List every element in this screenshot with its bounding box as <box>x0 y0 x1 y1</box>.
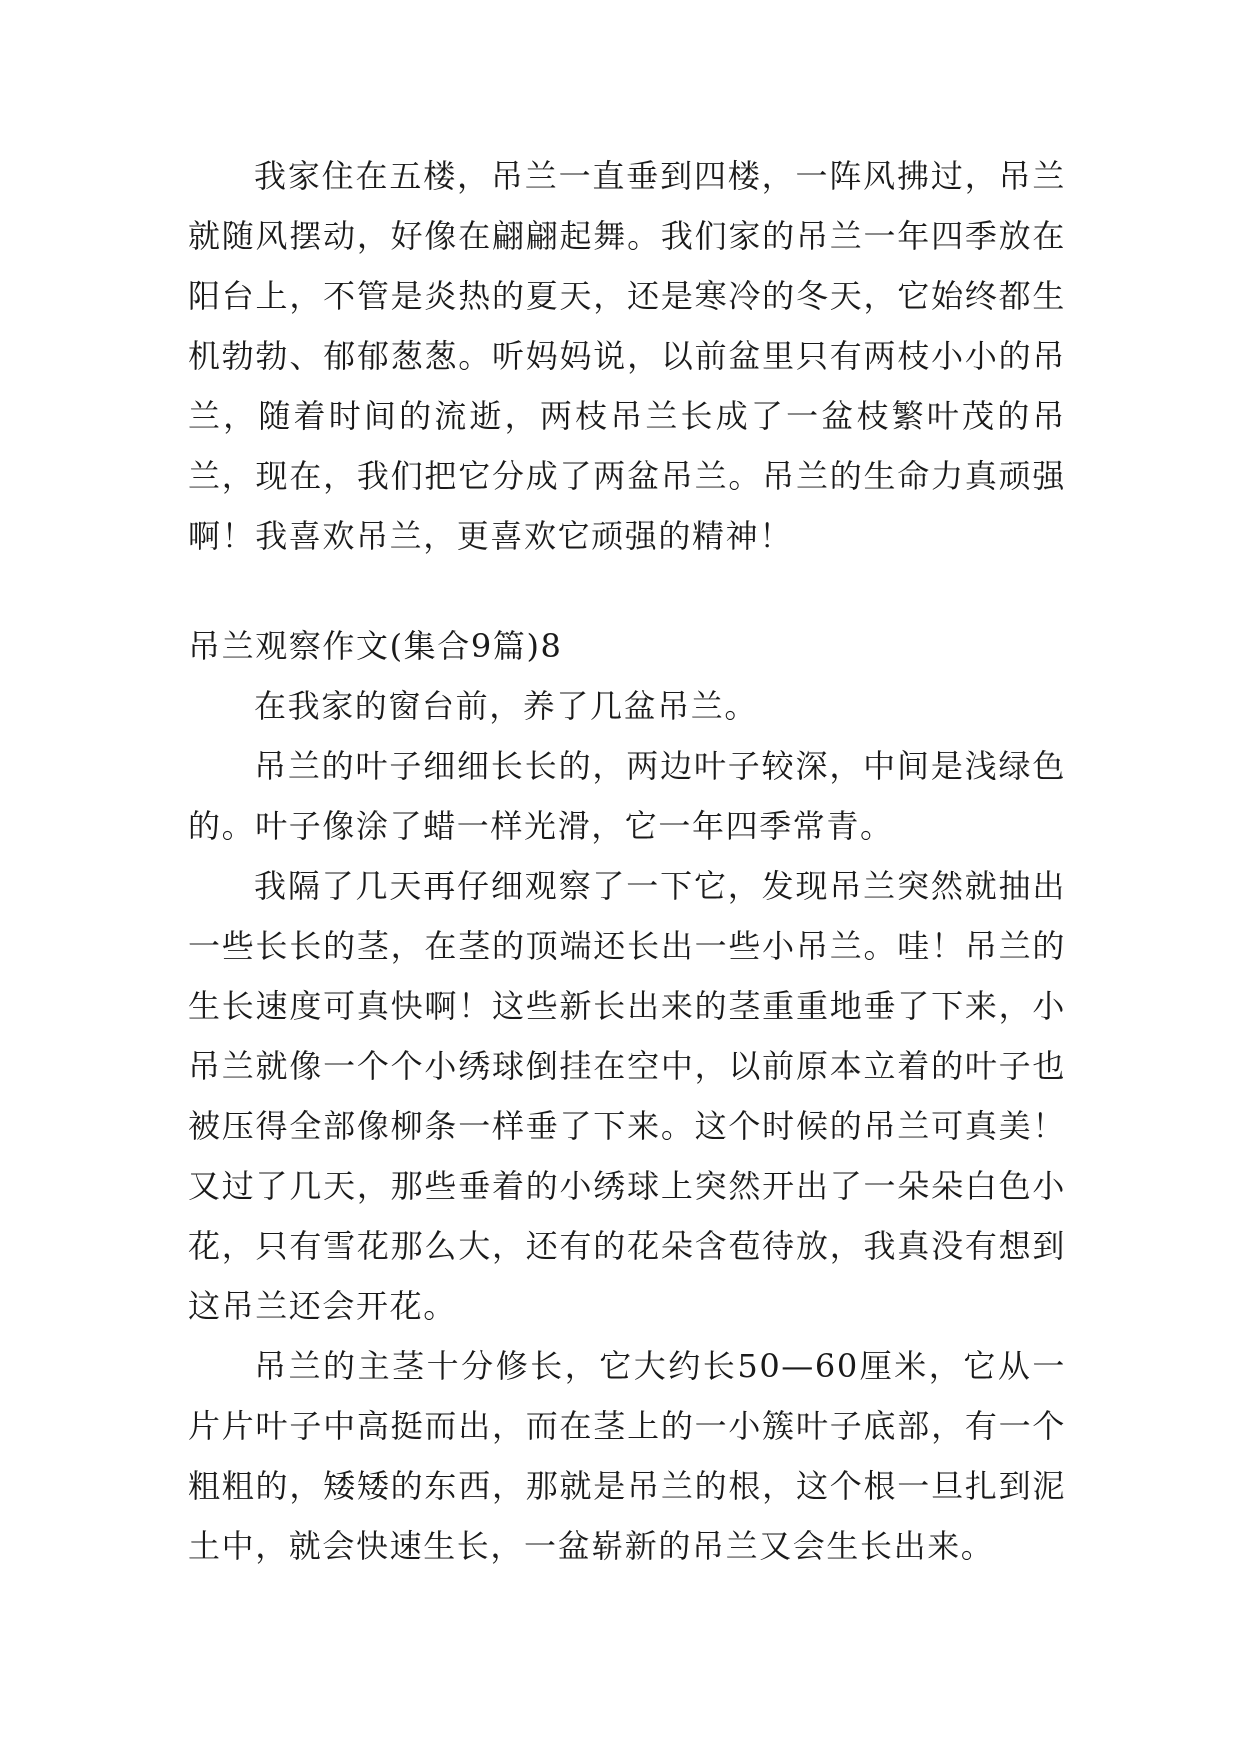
section-title: 吊兰观察作文(集合9篇)8 <box>188 627 563 665</box>
body-paragraph: 吊兰的叶子细细长长的，两边叶子较深，中间是浅绿色的。叶子像涂了蜡一样光滑，它一年四季常青。 <box>188 747 1066 845</box>
intro-paragraph: 我家住在五楼，吊兰一直垂到四楼，一阵风拂过，吊兰就随风摆动，好像在翩翩起舞。我们家的吊兰一年四季放在阳台上，不管是炎热的夏天，还是寒冷的冬天，它始终都生机勃勃、郁郁葱葱。听妈妈说，以前盆里只有两枝小小的吊兰，随着时间的流逝，两枝吊兰长成了一盆枝繁叶茂的吊兰，现在，我们把它分成了两盆吊兰。吊兰的生命力真顽强啊！我喜欢吊兰，更喜欢它顽强的精神！ <box>188 157 1066 555</box>
body-paragraph: 在我家的窗台前，养了几盆吊兰。 <box>254 687 759 725</box>
document-page <box>188 146 1066 1576</box>
body-paragraph: 我隔了几天再仔细观察了一下它，发现吊兰突然就抽出一些长长的茎，在茎的顶端还长出一些小吊兰。哇！吊兰的生长速度可真快啊！这些新长出来的茎重重地垂了下来，小吊兰就像一个个小绣球倒挂在空中，以前原本立着的叶子也被压得全部像柳条一样垂了下来。这个时候的吊兰可真美！又过了几天，那些垂着的小绣球上突然开出了一朵朵白色小花，只有雪花那么大，还有的花朵含苞待放，我真没有想到这吊兰还会开花。 <box>188 867 1066 1325</box>
body-paragraph: 吊兰的主茎十分修长，它大约长50—60厘米，它从一片片叶子中高挺而出，而在茎上的一小簇叶子底部，有一个粗粗的，矮矮的东西，那就是吊兰的根，这个根一旦扎到泥土中，就会快速生长，一盆崭新的吊兰又会生长出来。 <box>188 1347 1066 1565</box>
